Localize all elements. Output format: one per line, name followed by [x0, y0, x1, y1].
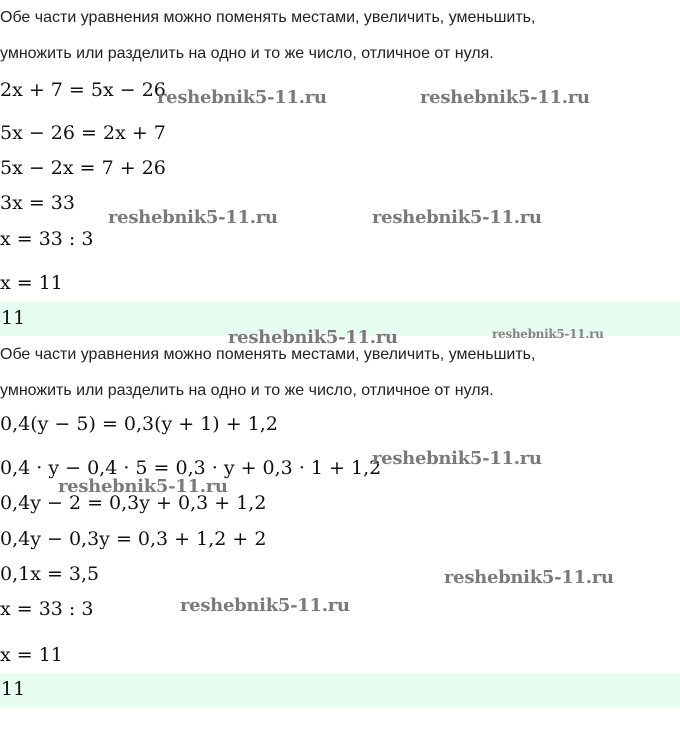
- equation-step: 0,4(y − 5) = 0,3(y + 1) + 1,2: [0, 413, 278, 435]
- watermark: reshebnik5-11.ru: [372, 448, 542, 469]
- equation-step: x = 33 : 3: [0, 598, 94, 620]
- watermark: reshebnik5-11.ru: [180, 595, 350, 616]
- watermark: reshebnik5-11.ru: [58, 476, 228, 497]
- equation-step: 3x = 33: [0, 192, 75, 214]
- rule-text-line-2: умножить или разделить на одно и то же число, отличное от нуля.: [0, 382, 494, 399]
- watermark: reshebnik5-11.ru: [444, 567, 614, 588]
- answer-value: 11: [1, 307, 26, 329]
- equation-step: 0,4 · y − 0,4 · 5 = 0,3 · y + 0,3 · 1 + 1,2: [0, 457, 382, 479]
- watermark: reshebnik5-11.ru: [372, 207, 542, 228]
- rule-text-line-1: Обе части уравнения можно поменять местами, увеличить, уменьшить,: [0, 9, 536, 26]
- equation-step: x = 11: [0, 644, 63, 666]
- equation-step: 5x − 2x = 7 + 26: [0, 157, 166, 179]
- watermark: reshebnik5-11.ru: [108, 207, 278, 228]
- answer-box: [0, 673, 680, 707]
- watermark: reshebnik5-11.ru: [420, 87, 590, 108]
- answer-value: 11: [1, 678, 26, 700]
- rule-text-line-1: Обе части уравнения можно поменять местами, увеличить, уменьшить,: [0, 346, 536, 363]
- equation-step: 0,4y − 0,3y = 0,3 + 1,2 + 2: [0, 528, 267, 550]
- watermark: reshebnik5-11.ru: [492, 327, 604, 341]
- rule-text-line-2: умножить или разделить на одно и то же число, отличное от нуля.: [0, 45, 494, 62]
- watermark: reshebnik5-11.ru: [228, 327, 398, 348]
- equation-step: x = 33 : 3: [0, 228, 94, 250]
- equation-step: 5x − 26 = 2x + 7: [0, 122, 166, 144]
- equation-step: 0,4y − 2 = 0,3y + 0,3 + 1,2: [0, 492, 267, 514]
- equation-step: 0,1x = 3,5: [0, 563, 100, 585]
- equation-step: 2x + 7 = 5x − 26: [0, 79, 166, 101]
- equation-step: x = 11: [0, 272, 63, 294]
- watermark: reshebnik5-11.ru: [157, 87, 327, 108]
